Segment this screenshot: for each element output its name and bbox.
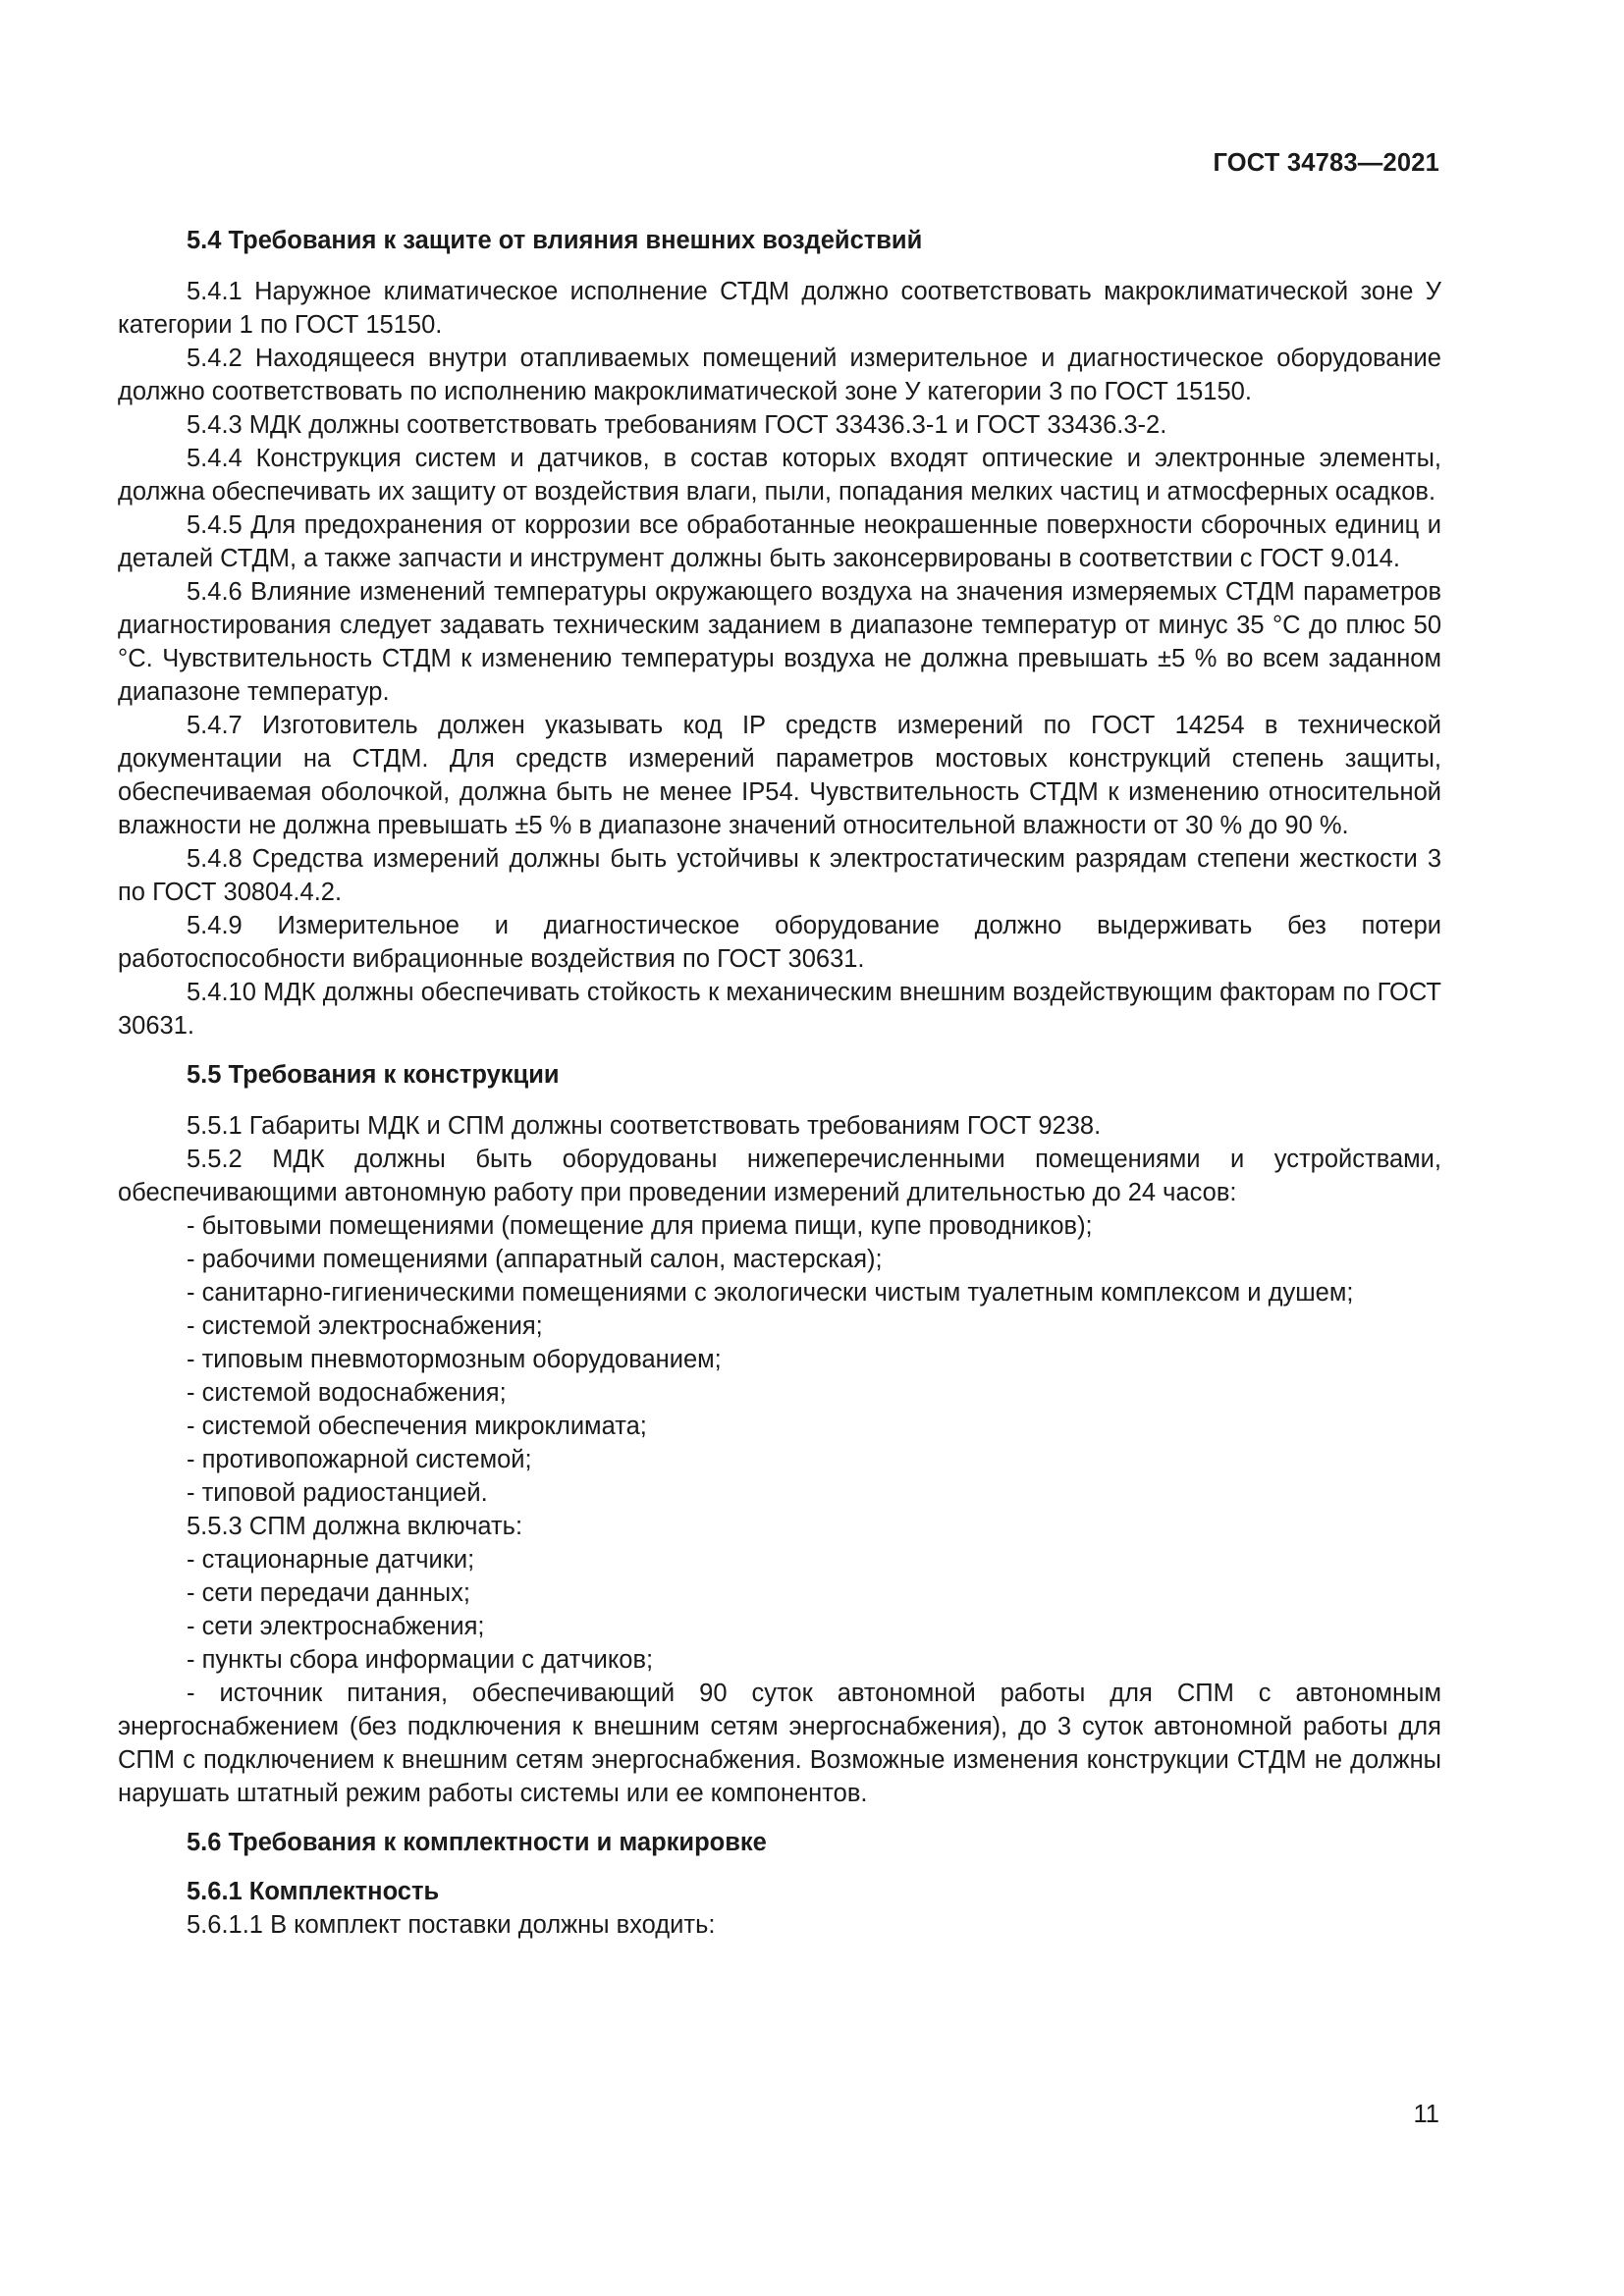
page-content [118,224,1441,1942]
paragraph-5-5-3: 5.5.3 СПМ должна включать: [187,1513,523,1540]
paragraph-5-4-10: 5.4.10 МДК должны обеспечивать стойкость к механическим внешним воздействующим факторам по ГОСТ 30631. [118,979,1441,1040]
list-item: - типовым пневмотормозным оборудованием; [187,1346,722,1373]
paragraph-5-4-6: 5.4.6 Влияние изменений температуры окружающего воздуха на значения измеряемых СТДМ параметров диагностирования следует задавать техническим заданием в диапазоне температур от минус 35 °С до плюс 50 °С. Чувствительность СТДМ к изменению температуры воздуха не должна превышать ±5 % во всем заданном диапазоне температур. [118,578,1441,706]
list-item: - источник питания, обеспечивающий 90 суток автономной работы для СПМ с автономным энергоснабжением (без подключения к внешним сетям энергоснабжения), до 3 суток автономной работы для СПМ с подключением к внешним сетям энергоснабжения. Возможные изменения конструкции СТДМ не должны нарушать штатный режим работы системы или ее компонентов. [118,1680,1441,1807]
paragraph-5-4-1: 5.4.1 Наружное климатическое исполнение СТДМ должно соответствовать макроклиматической зоне У категории 1 по ГОСТ 15150. [118,278,1441,339]
paragraph-5-4-9: 5.4.9 Измерительное и диагностическое оборудование должно выдерживать без потери работоспособности вибрационные воздействия по ГОСТ 30631. [118,912,1441,973]
paragraph-5-4-7: 5.4.7 Изготовитель должен указывать код IP средств измерений по ГОСТ 14254 в технической документации на СТДМ. Для средств измерений параметров мостовых конструкций степень защиты, обеспечиваемая оболочкой, должна быть не менее IP54. Чувствительность СТДМ к изменению относительной влажности не должна превышать ±5 % в диапазоне значений относительной влажности от 30 % до 90 %. [118,712,1441,839]
paragraph-5-4-2: 5.4.2 Находящееся внутри отапливаемых помещений измерительное и диагностическое оборудование должно соответствовать по исполнению макроклиматической зоне У категории 3 по ГОСТ 15150. [118,345,1441,405]
paragraph-5-5-2: 5.5.2 МДК должны быть оборудованы нижеперечисленными помещениями и устройствами, обеспечивающими автономную работу при проведении измерений длительностью до 24 часов: [118,1146,1441,1206]
paragraph-5-4-4: 5.4.4 Конструкция систем и датчиков, в состав которых входят оптические и электронные элементы, должна обеспечивать их защиту от воздействия влаги, пыли, попадания мелких частиц и атмосферных осадков. [118,445,1441,506]
subsection-5-6-1-title: 5.6.1 Комплектность [187,1878,440,1905]
list-item: - бытовыми помещениями (помещение для приема пищи, купе проводников); [187,1212,1093,1240]
paragraph-5-5-1: 5.5.1 Габариты МДК и СПМ должны соответствовать требованиям ГОСТ 9238. [187,1112,1102,1140]
list-item: - санитарно-гигиеническими помещениями с экологически чистым туалетным комплексом и душем; [187,1279,1354,1307]
section-5-4-title: 5.4 Требования к защите от влияния внешних воздействий [187,227,923,254]
document-header: ГОСТ 34783—2021 [1213,149,1439,177]
page-number: 11 [1413,2101,1439,2128]
paragraph-5-6-1-1: 5.6.1.1 В комплект поставки должны входить: [187,1911,716,1939]
list-item: - сети передачи данных; [187,1579,470,1607]
section-5-5-title: 5.5 Требования к конструкции [187,1061,560,1089]
list-item: - стационарные датчики; [187,1546,475,1574]
list-item: - противопожарной системой; [187,1446,532,1473]
list-item: - пункты сбора информации с датчиков; [187,1646,654,1674]
list-item: - системой обеспечения микроклимата; [187,1413,647,1440]
list-item: - системой водоснабжения; [187,1379,507,1407]
paragraph-5-4-3: 5.4.3 МДК должны соответствовать требованиям ГОСТ 33436.3-1 и ГОСТ 33436.3-2. [187,411,1167,439]
paragraph-5-4-5: 5.4.5 Для предохранения от коррозии все обработанные неокрашенные поверхности сборочных единиц и деталей СТДМ, а также запчасти и инструмент должны быть законсервированы в соответствии с ГОСТ 9.014. [118,511,1441,572]
list-item: - рабочими помещениями (аппаратный салон, мастерская); [187,1246,883,1273]
paragraph-5-4-8: 5.4.8 Средства измерений должны быть устойчивы к электростатическим разрядам степени жесткости 3 по ГОСТ 30804.4.2. [118,845,1441,906]
section-5-6-title: 5.6 Требования к комплектности и маркировке [187,1829,767,1856]
list-item: - системой электроснабжения; [187,1312,543,1340]
list-item: - сети электроснабжения; [187,1613,485,1640]
list-item: - типовой радиостанцией. [187,1479,488,1507]
